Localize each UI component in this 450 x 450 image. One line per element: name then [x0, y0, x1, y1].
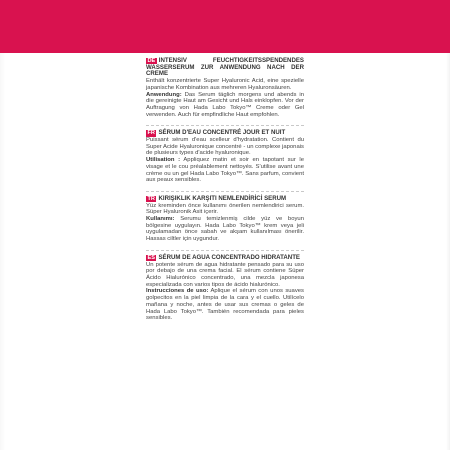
usage-body: Serumu temizlenmiş cilde yüz ve boyun bölgesine uygulayın. Hada Labo Tokyo™ krem veya jeli uygulamadan önce sabah ve akşam kullanılması önerilir. Hassas ciltler için uygundur.: [146, 216, 304, 243]
language-badge: ES: [147, 254, 155, 261]
section-divider: [146, 250, 304, 251]
section-fr: [146, 130, 304, 184]
intro-text: Enthält konzentrierte Super Hyaluronic Acid, eine spezielle japanische Kombination aus mehreren Hyaluronsäuren.: [146, 78, 304, 91]
usage-label: Anwendung:: [146, 91, 182, 98]
panel-edge-left: [0, 53, 5, 450]
section-es: [146, 255, 304, 322]
section-heading: [146, 58, 304, 78]
intro-text: Puissant sérum d'eau scelleur d'hydratation. Contient du Super Acide Hyaluronique concentré - un complexe japonais de plusieurs types d'acide hyaluronique.: [146, 137, 304, 157]
usage-label: Utilisation :: [146, 157, 181, 164]
usage-body: Das Serum täglich morgens und abends in die gereinigte Haut am Gesicht und Hals einklopfen. Vor der Auftragung von Hada Labo Tokyo™ Creme oder Gel verwenden. Auch für empfindliche Haut empfohlen.: [146, 91, 304, 118]
section-heading: [146, 130, 304, 137]
section-tr: [146, 196, 304, 243]
label-text-column: [146, 58, 304, 329]
heading-text: SÉRUM DE AGUA CONCENTRADO HIDRATANTE: [158, 253, 300, 261]
section-de: [146, 58, 304, 118]
usage-label: Instrucciones de uso:: [146, 288, 209, 295]
heading-text: KIRIŞIKLIK KARŞITI NEMLENDİRİCİ SERUM: [158, 194, 287, 202]
language-badge: DE: [147, 58, 156, 64]
usage-text: [146, 216, 304, 243]
section-divider: [146, 125, 304, 126]
panel-edge-right: [446, 53, 450, 450]
usage-text: [146, 157, 304, 184]
heading-text: SÉRUM D'EAU CONCENTRÉ JOUR ET NUIT: [158, 129, 286, 137]
heading-text: INTENSIV FEUCHTIGKEITSSPENDENDES WASSERSERUM ZUR ANWENDUNG NACH DER CREME: [146, 57, 304, 78]
usage-body: Appliquez matin et soir en tapotant sur le visage et le cou préalablement nettoyés. S'utilise avant une crème ou un gel Hada Labo Tokyo™. Sans parfum, convient aux peaux sensibles.: [146, 157, 304, 184]
usage-text: [146, 288, 304, 322]
language-badge: FR: [147, 130, 155, 137]
section-divider: [146, 191, 304, 192]
brand-color-band: [0, 0, 450, 53]
usage-body: Aplique el sérum con unos suaves golpecitos en la piel limpia de la cara y el cuello. Utilícelo mañana y noche, antes de usar sus cremas o geles de Hada Labo Tokyo™. También recomendada para pieles sensibles.: [146, 288, 304, 322]
usage-text: [146, 92, 304, 119]
section-heading: [146, 196, 304, 203]
language-badge: TR: [147, 195, 155, 202]
intro-text: Yüz kreminden önce kullanımı önerilen nemlendirici serum. Süper Hyaluronik Asit içerir.: [146, 202, 304, 216]
usage-label: Kullanımı:: [146, 216, 175, 223]
intro-text: Un potente sérum de agua hidratante pensado para su uso por debajo de una crema facial. El sérum contiene Súper Ácido Hialurónico concentrado, una mezcla japonesa especializada con varios tipos de ácido hialurónico.: [146, 261, 304, 288]
section-heading: [146, 255, 304, 262]
